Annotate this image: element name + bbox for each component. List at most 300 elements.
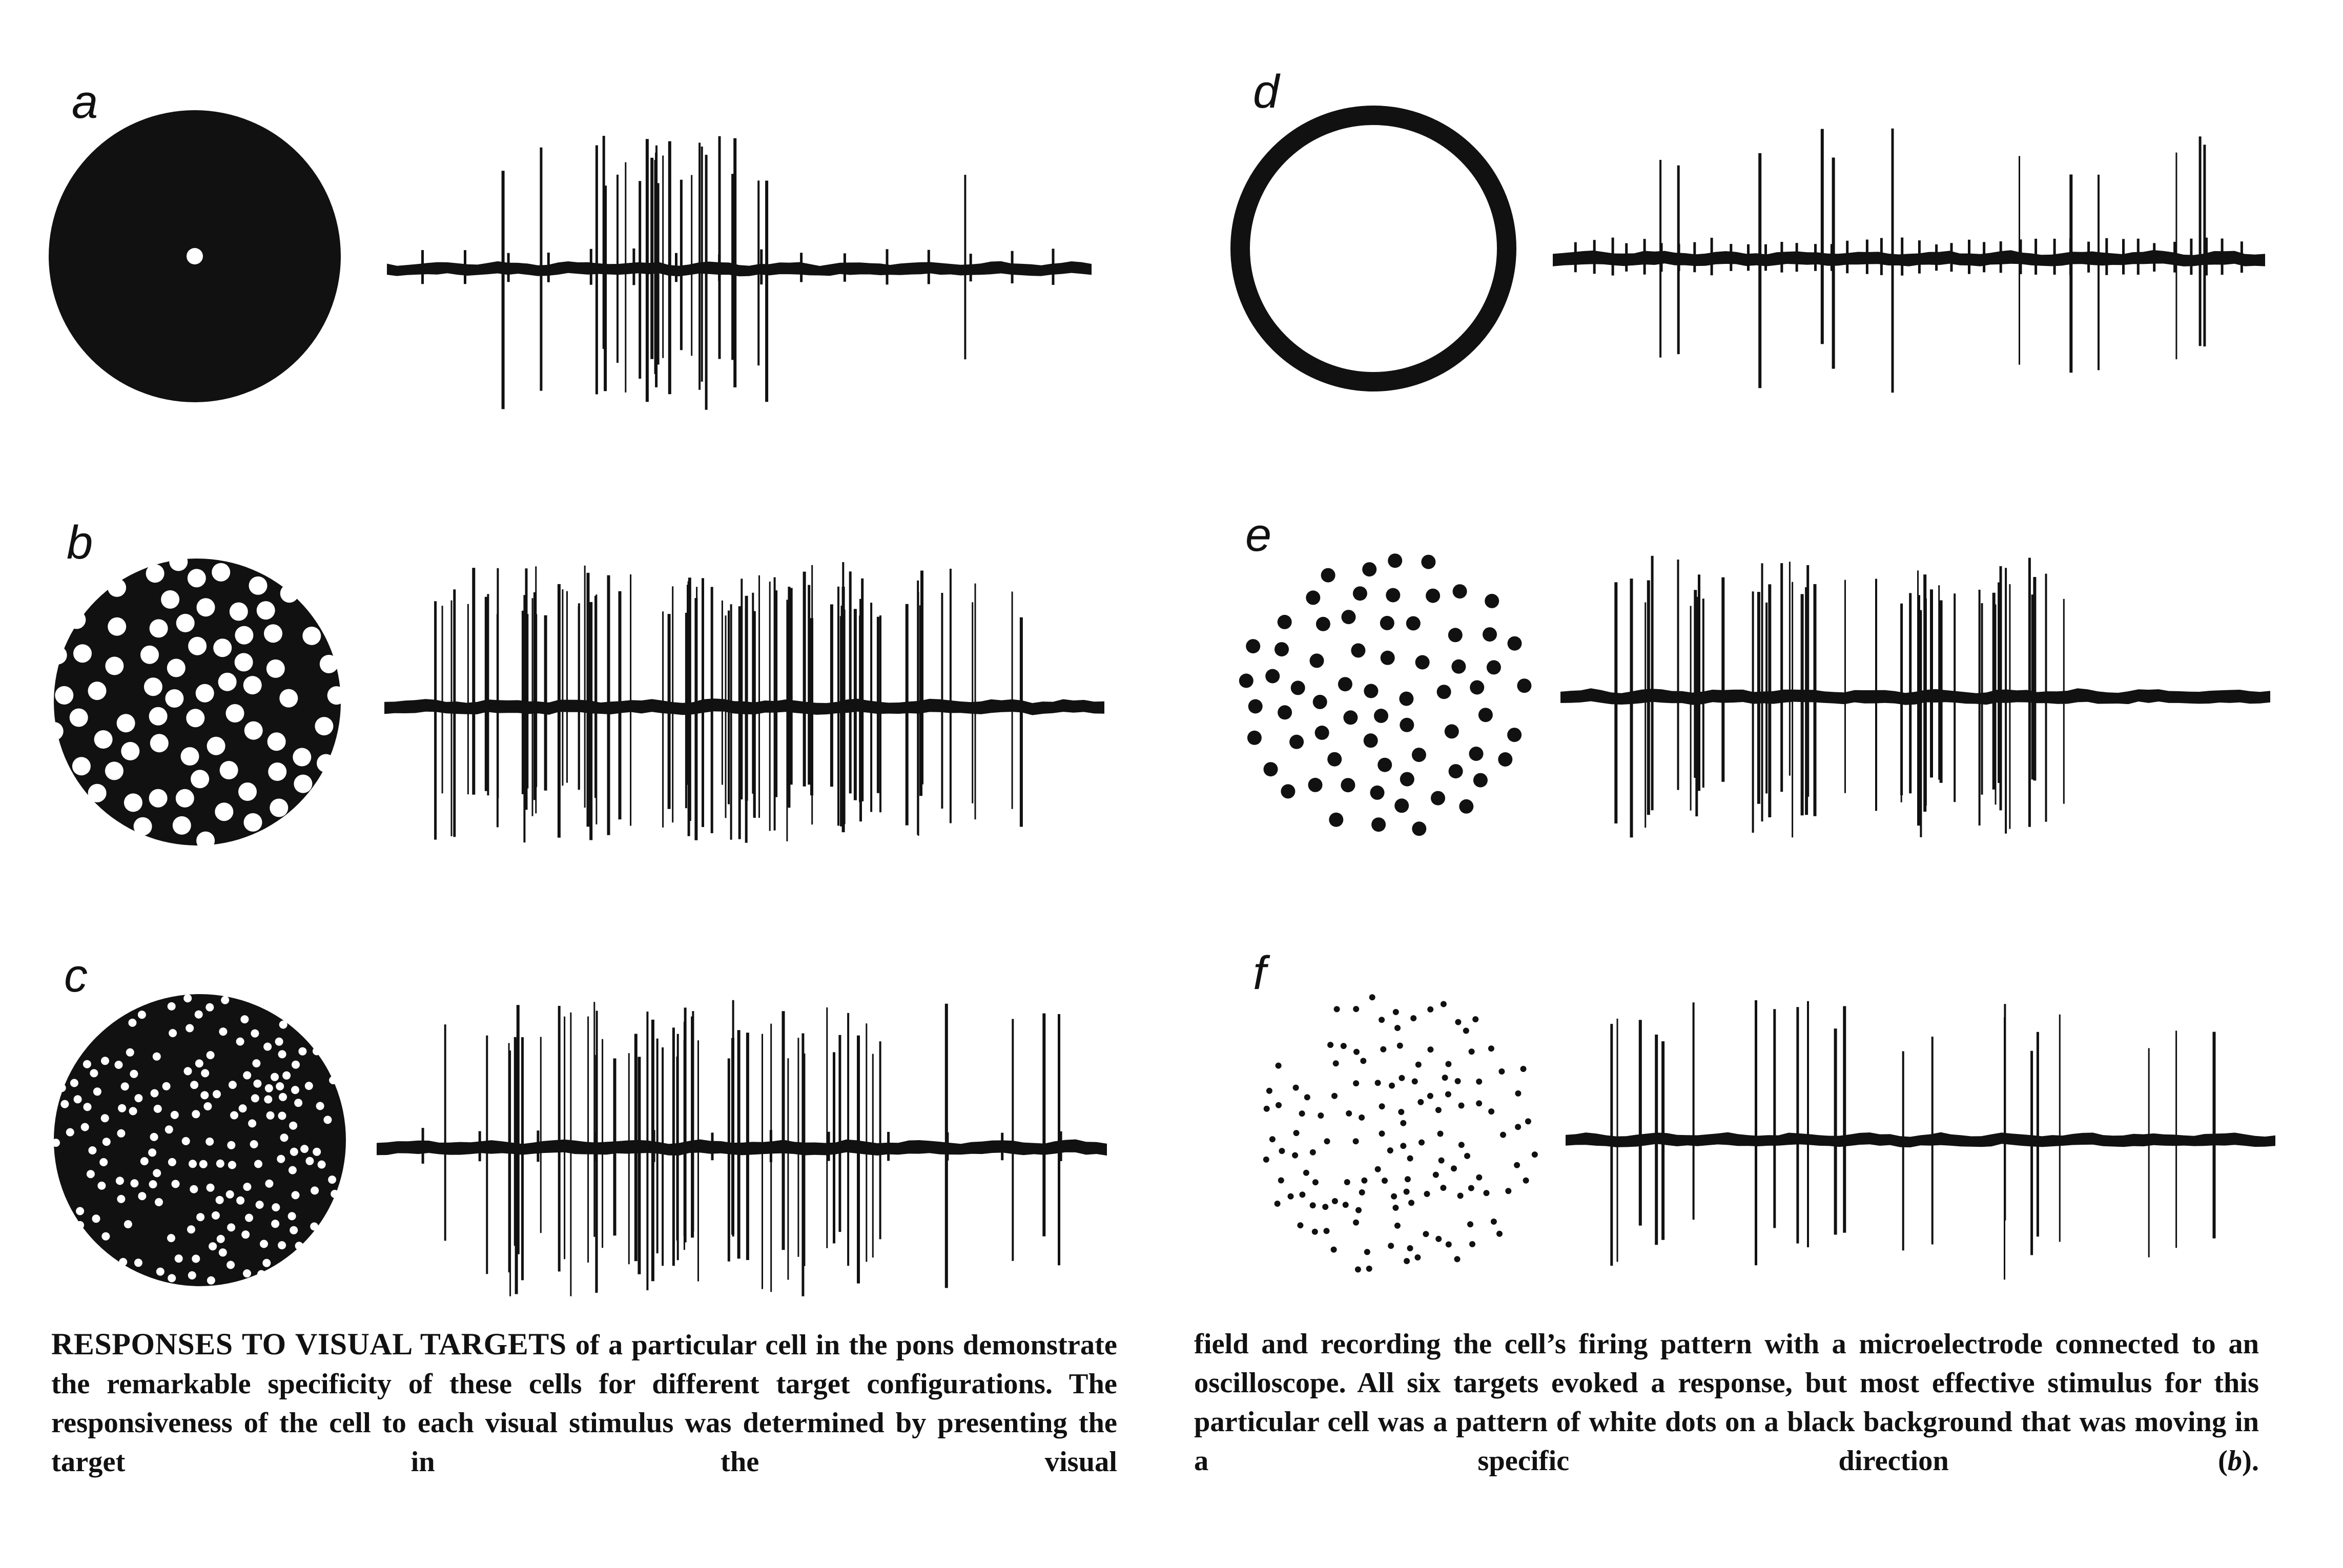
black-dot [1359,1115,1365,1121]
black-dot [1333,1060,1339,1066]
white-dot [244,813,262,832]
black-dot [1379,1017,1385,1023]
white-dot [268,732,286,751]
white-dot [243,676,262,694]
black-dot [1331,1093,1338,1099]
black-dot [1431,791,1445,806]
white-dot [165,1125,173,1133]
white-dot [55,686,73,705]
black-dot [1473,773,1488,788]
white-dot [213,1090,221,1098]
black-dot [1394,798,1409,813]
black-dot [1353,1080,1359,1086]
black-ring [1240,115,1507,382]
white-dot [228,1161,236,1169]
white-dot [280,1133,289,1142]
white-dot [294,775,312,793]
black-dot [1498,752,1512,767]
white-dot [150,734,169,752]
white-dot [149,1180,157,1188]
stimulus-target-f [1263,994,1538,1272]
black-dot [1364,733,1378,748]
black-dot [1308,778,1323,792]
black-dot [1341,1043,1347,1049]
black-dot [1343,1202,1349,1208]
black-dot [1438,1158,1445,1164]
white-dot [84,1103,92,1111]
white-dot [165,689,183,708]
white-dot [227,1223,235,1231]
black-dot [1532,1151,1538,1158]
white-dot [207,737,225,755]
white-dot [183,994,192,1002]
white-dot [238,782,257,801]
black-dot [1310,653,1324,668]
black-dot [1276,1102,1282,1108]
black-dot [1488,1045,1494,1051]
black-dot [1346,1110,1352,1117]
white-dot [117,714,135,732]
white-dot [277,1155,285,1163]
black-dot [1369,994,1375,1000]
black-dot [1269,1136,1276,1142]
white-dot [70,709,88,727]
white-dot [272,1203,280,1211]
white-dot [289,1122,297,1130]
white-dot [236,1038,244,1046]
black-dot [1404,1189,1410,1195]
black-dot [1423,1231,1429,1237]
white-dot [195,1059,203,1067]
white-dot [153,1169,161,1177]
black-dot [1239,674,1253,688]
black-dot [1487,660,1501,674]
white-dot [305,1082,313,1090]
black-dot [1361,1178,1367,1184]
white-dot [316,1102,324,1110]
white-dot [186,1024,194,1033]
black-dot [1397,1043,1403,1049]
white-dot [318,1161,326,1169]
white-dot [265,1084,273,1092]
white-dot [249,576,268,595]
white-dot [188,569,206,587]
black-dot [1441,1001,1447,1007]
white-dot [186,709,204,727]
white-dot [220,761,238,779]
black-dot [1415,1062,1422,1068]
black-dot [1389,1083,1395,1089]
black-dot [1359,1189,1365,1195]
black-dot [1399,692,1413,706]
black-dot [1247,731,1262,745]
white-dot [227,1261,235,1269]
white-dot [162,1082,171,1090]
black-dot [1375,1080,1381,1086]
white-dot [271,1220,279,1228]
white-dot [171,1111,179,1119]
black-dot [1469,1048,1475,1055]
black-dot [1299,1191,1305,1198]
white-dot [279,1021,287,1029]
black-dot [1276,1063,1282,1069]
black-dot [1362,562,1376,576]
white-dot [313,1047,321,1055]
white-dot [191,770,209,788]
stimulus-target-b [45,552,346,850]
white-dot [217,1235,225,1243]
white-dot [266,1111,275,1120]
white-dot [207,1184,215,1192]
black-dot [1379,1130,1385,1137]
white-dot [251,1094,259,1102]
white-dot [209,1242,217,1250]
black-dot [1458,1103,1465,1109]
white-dot [192,1110,200,1118]
spike-train-f [1566,1000,2275,1280]
white-dot [119,1258,127,1266]
white-dot [108,617,126,636]
black-dot [1370,786,1385,800]
white-dot [276,1082,284,1090]
white-dot [124,1220,132,1228]
white-dot [262,1259,271,1267]
white-dot [76,1207,84,1215]
white-dot [230,1111,238,1120]
black-dot [1344,1179,1350,1185]
black-dot [1400,1143,1406,1149]
black-dot [1515,1090,1521,1097]
black-dot [1435,1107,1442,1113]
white-dot [292,1191,300,1199]
white-dot [245,1214,253,1222]
white-dot [108,579,126,597]
white-dot [288,1212,296,1220]
black-dot [1278,705,1292,719]
white-dot [230,603,248,621]
white-dot [290,1226,298,1234]
white-dot [168,1158,176,1166]
black-dot [1498,1068,1505,1075]
white-dot [134,817,152,836]
white-dot [212,563,230,582]
white-dot [105,657,124,675]
black-dot [1388,553,1402,568]
stimulus-target-a [49,110,341,402]
spike-train-e [1560,556,2270,838]
white-dot [115,1061,123,1069]
black-disk [54,559,341,845]
black-dot [1472,1016,1478,1022]
white-dot [257,1270,265,1278]
black-dot [1427,1093,1433,1099]
white-dot [167,659,186,677]
black-dot [1329,813,1343,827]
caption-heading: RESPONSES TO VISUAL TARGETS [51,1327,567,1361]
white-dot [226,704,244,723]
white-dot [66,1128,74,1137]
black-dot [1355,1207,1362,1213]
black-dot [1437,685,1451,699]
white-dot [190,1185,198,1193]
caption-right-body: field and recording the cell’s firing pattern with a microelectrode connected to an oscilloscope. All six targets evoked a response, but most effective stimulus for this particular cell was a pattern of white dots on a black background that was moving in a specific direction ( [1194,1328,2259,1477]
white-dot [196,1213,204,1221]
white-dot [72,757,91,775]
white-dot [94,730,113,749]
black-dot [1421,555,1435,569]
white-dot [176,614,195,632]
black-dot [1364,684,1378,698]
black-dot [1445,1091,1451,1098]
black-dot [1394,1223,1401,1229]
black-dot [1400,1120,1406,1126]
white-dot [256,1201,264,1209]
white-dot [240,1015,249,1023]
black-dot [1523,1178,1529,1184]
black-dot [1374,709,1388,723]
white-dot [215,802,233,821]
white-dot [140,1157,149,1165]
white-dot [116,1177,124,1185]
white-dot [153,1053,161,1061]
black-dot [1419,1140,1425,1146]
white-dot [260,1240,268,1248]
white-dot [97,1182,106,1190]
black-dot [1381,651,1395,665]
white-dot [83,1060,91,1068]
black-dot [1279,1148,1285,1154]
white-dot [138,1192,146,1200]
spike-train-a [387,136,1092,410]
black-dot [1496,1231,1503,1237]
black-dot [1448,628,1463,642]
black-dot [1394,1025,1401,1031]
black-dot [1380,1046,1386,1053]
black-dot [1263,1157,1269,1163]
white-dot [76,1221,84,1229]
black-dot [1306,590,1320,605]
black-dot [1525,1118,1531,1124]
black-dot [1318,1112,1324,1119]
white-dot [169,552,188,571]
black-dot [1334,1006,1340,1012]
white-dot [117,1195,125,1203]
white-dot [252,1059,260,1067]
white-dot [121,742,139,760]
black-dot [1313,695,1327,709]
white-dot [270,799,288,817]
black-dot [1304,1094,1310,1100]
black-dot [1417,1099,1424,1105]
caption-left-body: of a particular cell in the pons demonstrate the remarkable specificity of these cells for different target configurations. The responsiveness of the cell to each visual stimulus was determined by presenting the target in the visual [51,1329,1118,1478]
black-dot [1353,1049,1360,1055]
white-dot [295,1242,303,1250]
black-dot [1400,772,1414,787]
white-dot [88,784,107,802]
white-dot [45,722,64,740]
white-dot [134,1094,142,1102]
white-dot [250,1140,258,1148]
white-dot [313,1148,321,1156]
white-dot [221,996,229,1004]
black-dot [1408,1200,1414,1206]
black-dot [1366,1266,1372,1272]
white-dot [278,1241,286,1249]
white-dot [278,1050,286,1058]
black-dot [1312,1179,1319,1185]
white-dot [293,748,311,767]
white-dot [155,1198,163,1206]
white-dot [212,1211,220,1220]
white-dot [70,1079,78,1087]
black-dot [1297,1222,1303,1228]
white-dot [117,1129,125,1138]
white-dot [176,789,194,808]
black-dot [1322,1204,1328,1210]
white-dot [213,638,232,657]
white-dot [205,1138,214,1146]
black-dot [1484,1190,1490,1196]
white-dot [320,655,338,673]
black-dot [1478,708,1493,722]
black-dot [1342,610,1356,624]
black-dot [1445,1061,1451,1067]
black-dot [1476,1100,1482,1106]
white-dot [300,1145,309,1153]
white-dot [280,584,299,603]
white-dot [282,1071,291,1080]
black-dot [1355,1266,1361,1272]
white-dot [275,1038,283,1046]
white-dot [172,1180,180,1188]
black-dot [1275,1201,1281,1207]
white-dot [148,1148,156,1157]
black-dot [1343,710,1358,725]
white-dot [149,789,168,808]
black-dot [1445,724,1459,738]
black-dot [1414,1254,1421,1261]
black-dot [1469,1241,1475,1247]
white-dot [168,1002,176,1010]
white-dot [241,1230,250,1239]
black-dot [1451,659,1466,674]
black-dot [1353,586,1367,601]
black-dot [1264,1106,1270,1112]
white-dot [161,590,179,609]
black-dot [1406,616,1421,631]
white-dot [140,646,159,664]
white-dot [329,1076,337,1084]
white-dot [192,1255,200,1263]
white-dot [184,1067,192,1075]
white-dot [271,1073,279,1081]
black-dot [1327,1042,1333,1048]
white-dot [67,611,86,629]
trace-baseline [384,698,1104,715]
black-dot [1412,821,1426,836]
black-dot [1338,677,1352,691]
white-dot [239,1104,247,1112]
white-dot [181,747,199,766]
black-dot [1278,1178,1284,1184]
white-dot [188,1271,196,1280]
black-dot [1435,1236,1442,1242]
white-dot [167,1234,175,1242]
black-dot [1293,1085,1299,1091]
white-dot [243,1071,251,1080]
white-dot [90,1069,98,1077]
white-dot [134,1258,142,1267]
white-dot [197,598,215,616]
white-dot [101,1232,110,1241]
panel-label-e: e [1245,509,1272,561]
black-dot [1248,699,1263,714]
black-dot [1451,1165,1457,1171]
white-dot [219,1248,227,1256]
trace-baseline [1566,1132,2275,1148]
black-dot [1299,1110,1305,1117]
black-dot [1351,643,1365,657]
black-dot [1315,726,1329,740]
caption-right-end: ). [2242,1445,2259,1477]
black-dot [1388,1243,1394,1249]
black-dot [1405,1176,1411,1182]
black-dot [1364,1249,1370,1255]
white-dot [151,1089,159,1098]
white-dot [310,1223,318,1231]
white-dot [102,1138,111,1146]
white-dot [207,1276,215,1285]
stimulus-target-e [1239,553,1532,836]
white-dot [144,677,162,696]
white-dot [229,1081,237,1089]
white-dot [294,1099,302,1107]
white-dot [150,1133,158,1141]
black-dot [1400,718,1414,732]
black-dot [1433,1172,1439,1178]
black-dot [1437,1131,1444,1137]
black-dot [1246,639,1260,653]
black-dot [1391,1193,1397,1200]
black-dot [1468,1185,1474,1191]
black-dot [1455,1078,1461,1084]
white-dot [265,1180,273,1188]
black-dot [1392,1205,1399,1211]
black-dot [1331,1247,1337,1253]
black-dot [1353,1006,1359,1012]
white-dot [58,1084,66,1092]
black-dot [1278,615,1292,629]
white-dot [196,832,215,850]
black-dot [1324,1228,1330,1234]
black-dot [1407,1156,1413,1162]
white-dot [190,1081,198,1089]
white-dot [187,1225,195,1233]
white-dot [101,1057,109,1065]
figure-caption-left [51,1325,1117,1481]
white-dot [216,1160,224,1168]
black-dot [1378,758,1392,772]
white-dot [291,1086,299,1094]
black-dot [1505,1188,1511,1194]
white-dot [235,653,253,671]
black-dot [1454,1256,1461,1262]
black-dot [1483,627,1497,642]
white-dot [81,1123,89,1131]
black-dot [1353,1220,1359,1226]
white-dot [88,1146,96,1154]
black-dot [1517,678,1531,693]
